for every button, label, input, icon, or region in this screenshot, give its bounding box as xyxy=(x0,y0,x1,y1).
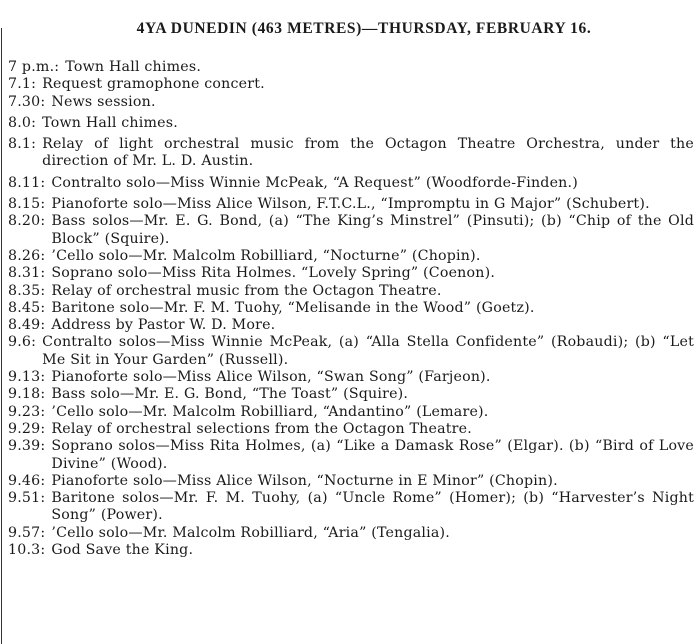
entry-time: 8.31: xyxy=(8,265,46,282)
entry-text: Soprano solos—Miss Rita Holmes, (a) “Like a Damask Rose” (Elgar). (b) “Bird of Love Divine” (Wood). xyxy=(51,438,694,472)
programme-entry xyxy=(8,283,694,300)
entry-text: Pianoforte solo—Miss Alice Wilson, “Nocturne in E Minor” (Chopin). xyxy=(51,472,558,489)
entry-text: ’Cello solo—Mr. Malcolm Robilliard, “Andantino” (Lemare). xyxy=(51,403,489,420)
entry-text: Baritone solo—Mr. F. M. Tuohy, “Melisande in the Wood” (Goetz). xyxy=(51,299,535,316)
entry-time: 9.51: xyxy=(8,490,46,507)
entry-time: 8.1: xyxy=(8,136,37,153)
entry-time: 9.57: xyxy=(8,524,46,541)
entry-text: News session. xyxy=(51,93,156,110)
column-rule xyxy=(1,28,2,644)
entry-text: Relay of light orchestral music from the Octagon Theatre Orchestra, under the direction of Mr. L. D. Austin. xyxy=(42,136,694,170)
programme-entry xyxy=(8,59,694,76)
entry-text: Pianoforte solo—Miss Alice Wilson, “Swan Song” (Farjeon). xyxy=(51,369,491,386)
entry-time: 7.30: xyxy=(8,93,46,110)
programme-entry xyxy=(8,490,694,525)
entry-text: ’Cello solo—Mr. Malcolm Robilliard, “Aria” (Tengalia). xyxy=(51,524,450,541)
programme-entry xyxy=(8,542,694,559)
programme-entry xyxy=(8,248,694,265)
entry-text: Relay of orchestral music from the Octagon Theatre. xyxy=(51,282,442,299)
programme-entry xyxy=(8,94,694,111)
entry-text: Pianoforte solo—Miss Alice Wilson, F.T.C.L., “Impromptu in G Major” (Schubert). xyxy=(51,196,650,213)
programme-entry xyxy=(8,525,694,542)
programme-entry xyxy=(8,213,694,248)
entry-text: Town Hall chimes. xyxy=(42,114,178,131)
entry-time: 8.15: xyxy=(8,196,46,213)
entry-time: 8.26: xyxy=(8,247,46,264)
entry-time: 8.35: xyxy=(8,282,46,299)
entry-time: 8.49: xyxy=(8,317,46,334)
entry-time: 9.29: xyxy=(8,420,46,437)
entry-time: 10.3: xyxy=(8,542,46,559)
programme-entry xyxy=(8,334,694,369)
entry-time: 9.6: xyxy=(8,334,37,351)
programme-entry xyxy=(8,473,694,490)
entry-text: Town Hall chimes. xyxy=(65,59,202,75)
entry-time: 8.0: xyxy=(8,114,37,131)
entry-text: Soprano solo—Miss Rita Holmes. “Lovely Spring” (Coenon). xyxy=(51,265,496,282)
entry-text: Baritone solos—Mr. F. M. Tuohy, (a) “Uncle Rome” (Homer); (b) “Harvester’s Night Song” (Power). xyxy=(51,490,694,524)
programme-entry xyxy=(8,404,694,421)
entry-text: Relay of orchestral selections from the Octagon Theatre. xyxy=(51,420,472,437)
entry-time: 8.45: xyxy=(8,299,46,316)
entry-time: 9.23: xyxy=(8,403,46,420)
entry-time: 9.18: xyxy=(8,386,46,403)
programme-entry xyxy=(8,421,694,438)
entry-time: 8.20: xyxy=(8,213,46,230)
programme-entry xyxy=(8,76,694,93)
entry-text: Address by Pastor W. D. More. xyxy=(51,317,276,334)
entry-time: 7 p.m.: xyxy=(8,59,60,75)
entry-time: 8.11: xyxy=(8,174,46,191)
entry-text: Bass solo—Mr. E. G. Bond, “The Toast” (Squire). xyxy=(51,386,409,403)
entry-text: Contralto solos—Miss Winnie McPeak, (a) “Alla Stella Confidente” (Robaudi); (b) “Let Me Sit in Your Garden” (Russell). xyxy=(42,334,694,368)
programme-entry xyxy=(8,175,694,192)
programme-list xyxy=(8,59,694,559)
entry-text: Bass solos—Mr. E. G. Bond, (a) “The King’s Minstrel” (Pinsuti); (b) “Chip of the Old Block” (Squire). xyxy=(51,213,694,247)
entry-text: ’Cello solo—Mr. Malcolm Robilliard, “Nocturne” (Chopin). xyxy=(51,247,481,264)
entry-time: 9.46: xyxy=(8,472,46,489)
entry-time: 9.39: xyxy=(8,438,46,455)
programme-entry xyxy=(8,300,694,317)
programme-entry xyxy=(8,196,694,213)
entry-text: God Save the King. xyxy=(51,542,194,559)
programme-entry xyxy=(8,317,694,334)
programme-entry xyxy=(8,369,694,386)
programme-entry xyxy=(8,386,694,403)
entry-text: Request gramophone concert. xyxy=(42,76,265,93)
programme-entry xyxy=(8,115,694,132)
programme-entry xyxy=(8,265,694,282)
programme-entry xyxy=(8,438,694,473)
entry-text: Contralto solo—Miss Winnie McPeak, “A Request” (Woodforde-Finden.) xyxy=(51,174,578,191)
entry-time: 7.1: xyxy=(8,76,37,93)
entry-time: 9.13: xyxy=(8,369,46,386)
programme-heading: 4YA DUNEDIN (463 METRES)—THURSDAY, FEBRUARY 16. xyxy=(136,20,592,37)
programme-entry xyxy=(8,136,694,171)
